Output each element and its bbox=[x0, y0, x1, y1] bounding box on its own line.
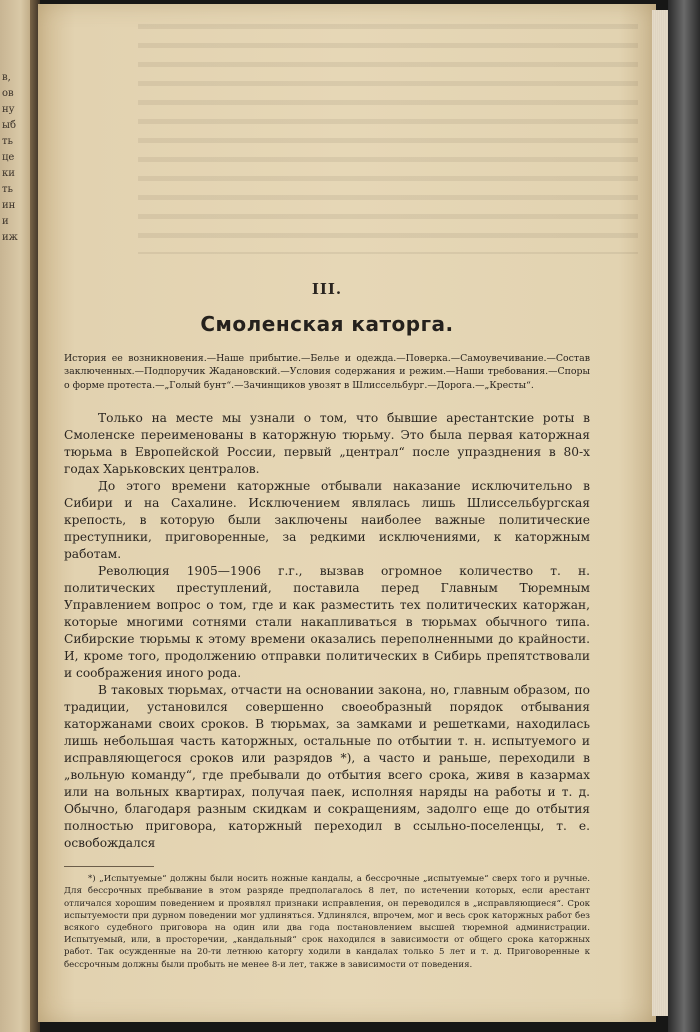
footnote: *) „Испытуемые“ должны были носить ножные кандалы, а бессрочные „испытуемые“ сверх того и ручные. Для бессрочных пребывание в этом разряде предполагалось 8 лет, по истечении которых, если арестант отличался хорошим поведением и проявлял признаки исправления, он переводился в „исправляющиеся“. Срок испытуемости при дурном поведении мог удлиняться. Удлинялся, впрочем, мог и весь срок каторжных работ без всякого судебного приговора на один или два года постановлением высшей тюремной администрации. Испытуемый, или, в просторечии, „кандальный“ срок находился в зависимости от общего срока каторжных работ. Так осужденные на 20-ти летнюю каторгу ходили в кандалах только 5 лет и т. д. Приговоренные к бессрочным должны были пробыть не менее 8-и лет, также в зависимости от поведения. bbox=[64, 874, 590, 970]
facing-page-fragment: и bbox=[2, 216, 9, 227]
chapter-synopsis: История ее возникновения.—Наше прибытие.—Белье и одежда.—Поверка.—Самоувечивание.—Состав заключенных.—Подпоручик Жадановский.—Условия содержания и режим.—Наши требования.—Споры о форме протеста.—„Голый бунт“.—Зачинщиков увозят в Шлиссельбург.—Дорога.—„Кресты“. bbox=[64, 353, 590, 391]
paragraph: В таковых тюрьмах, отчасти на основании закона, но, главным образом, по традиции, установился совершенно своеобразный порядок отбывания каторжанами своих сроков. В тюрьмах, за замками и решетками, находилась лишь небольшая часть каторжных, остальные по отбытии т. н. испытуемого и исправляющегося сроков или разрядов *), а часто и раньше, переходили в „вольную команду“, где пребывали до отбытия всего срока, живя в казармах или на вольных квартирах, получая паек, исполняя наряды на работы и т. д. Обычно, благодаря разным скидкам и сокращениям, задолго еще до отбытия полностью приговора, каторжный переходил в ссыльно-поселенцы, т. е. освобождался bbox=[64, 683, 590, 851]
page-edges bbox=[652, 10, 668, 1016]
chapter-body bbox=[64, 410, 590, 852]
facing-page bbox=[0, 0, 34, 1032]
bleed-through-text bbox=[138, 24, 638, 254]
page-content bbox=[64, 280, 590, 971]
footnote-divider bbox=[64, 866, 154, 867]
facing-page-fragment: ть bbox=[2, 184, 13, 195]
facing-page-fragment: иж bbox=[2, 232, 18, 243]
paragraph: Революция 1905—1906 г.г., вызвав огромное количество т. н. политических преступлений, поставила перед Главным Тюремным Управлением вопрос о том, где и как разместить тех политических каторжан, которые многими сотнями стали накапливаться в тюрьмах обычного типа. Сибирские тюрьмы к этому времени оказались переполненными до крайности. И, кроме того, продолжению отправки политических в Сибирь препятствовали и соображения иного рода. bbox=[64, 564, 590, 681]
chapter-number: III. bbox=[311, 280, 343, 298]
paragraph: До этого времени каторжные отбывали наказание исключительно в Сибири и на Сахалине. Исключением являлась лишь Шлиссельбургская крепость, в которую были заключены наиболее важные политические преступники, приговоренные, за редкими исключениями, к каторжным работам. bbox=[64, 479, 590, 562]
chapter-title: Смоленская каторга. bbox=[200, 312, 454, 336]
paragraph: Только на месте мы узнали о том, что бывшие арестантские роты в Смоленске переименованы в каторжную тюрьму. Это была первая каторжная тюрьма в Европейской России, первый „централ“ после упразднения в 80-х годах Харьковских централов. bbox=[64, 411, 590, 477]
facing-page-fragment: ин bbox=[2, 200, 16, 211]
facing-page-fragment: ов bbox=[2, 88, 14, 99]
facing-page-text bbox=[2, 70, 26, 246]
background bbox=[668, 0, 700, 1032]
facing-page-fragment: ки bbox=[2, 168, 15, 179]
facing-page-fragment: ну bbox=[2, 104, 15, 115]
facing-page-fragment: в, bbox=[2, 72, 11, 83]
facing-page-fragment: ть bbox=[2, 136, 13, 147]
facing-page-fragment: ыб bbox=[2, 120, 16, 131]
facing-page-fragment: це bbox=[2, 152, 15, 163]
